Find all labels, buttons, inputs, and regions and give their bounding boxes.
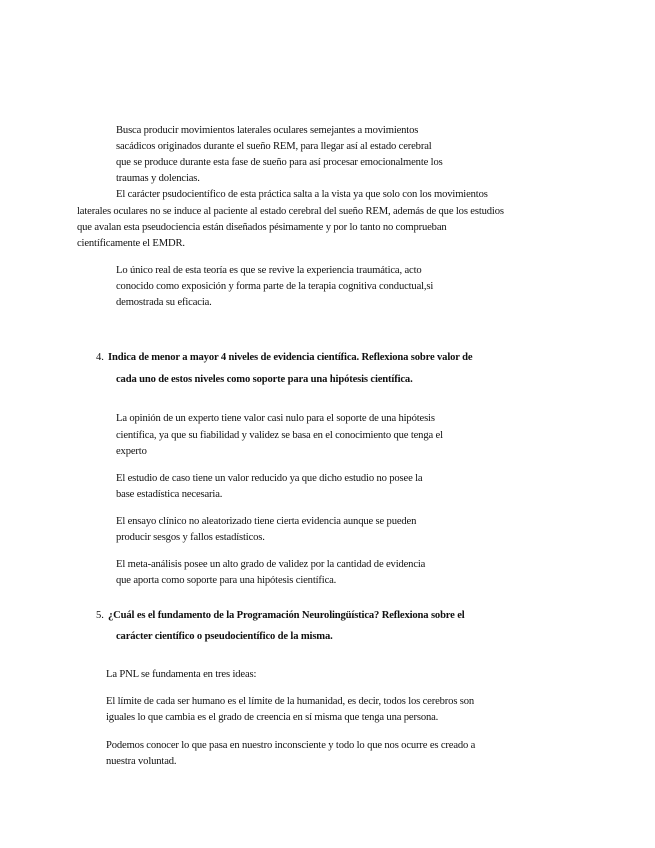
answer-5-idea-2-line: Podemos conocer lo que pasa en nuestro inconsciente y todo lo que nos ocurre es creado a bbox=[106, 740, 476, 751]
paragraph-2-line: El carácter psudocientífico de esta práctica salta a la vista ya que solo con los movimientos bbox=[116, 189, 488, 200]
paragraph-3-line: conocido como exposición y forma parte de la terapia cognitiva conductual,si bbox=[116, 281, 434, 292]
answer-4-line: El estudio de caso tiene un valor reducido ya que dicho estudio no posee la bbox=[116, 473, 423, 484]
paragraph-2-line: que avalan esta pseudociencia están diseñados pésimamente y por lo tanto no comprueban bbox=[77, 222, 447, 233]
question-4-heading-line: cada uno de estos niveles como soporte para una hipótesis científica. bbox=[116, 374, 413, 385]
paragraph-1-line: sacádicos originados durante el sueño REM, para llegar así al estado cerebral bbox=[116, 141, 432, 152]
answer-4-line: experto bbox=[116, 446, 147, 457]
answer-4-line: El meta-análisis posee un alto grado de validez por la cantidad de evidencia bbox=[116, 559, 426, 570]
answer-4-line: La opinión de un experto tiene valor casi nulo para el soporte de una hipótesis bbox=[116, 413, 435, 424]
question-5-heading-line: carácter científico o pseudocientífico de la misma. bbox=[116, 631, 333, 642]
paragraph-1-line: que se produce durante esta fase de sueño para así procesar emocionalmente los bbox=[116, 157, 443, 168]
question-4-heading-line: Indica de menor a mayor 4 niveles de evidencia científica. Reflexiona sobre valor de bbox=[108, 352, 473, 363]
paragraph-3-line: demostrada su eficacia. bbox=[116, 297, 212, 308]
answer-4-line: base estadística necesaria. bbox=[116, 489, 223, 500]
answer-4-line: El ensayo clínico no aleatorizado tiene cierta evidencia aunque se pueden bbox=[116, 516, 417, 527]
paragraph-1-line: Busca producir movimientos laterales oculares semejantes a movimientos bbox=[116, 125, 419, 136]
paragraph-2-line: científicamente el EMDR. bbox=[77, 238, 185, 249]
question-5-heading-line: ¿Cuál es el fundamento de la Programación Neurolingüística? Reflexiona sobre el bbox=[108, 610, 465, 621]
answer-5-intro: La PNL se fundamenta en tres ideas: bbox=[106, 669, 257, 680]
paragraph-2-line: laterales oculares no se induce al paciente al estado cerebral del sueño REM, además de que los estudios bbox=[77, 206, 504, 217]
answer-4-line: producir sesgos y fallos estadísticos. bbox=[116, 532, 265, 543]
answer-4-line: que aporta como soporte para una hipótesis científica. bbox=[116, 575, 337, 586]
paragraph-1-line: traumas y dolencias. bbox=[116, 173, 200, 184]
question-5-number: 5. bbox=[96, 610, 104, 621]
answer-5-idea-1-line: El límite de cada ser humano es el límite de la humanidad, es decir, todos los cerebros son bbox=[106, 696, 475, 707]
answer-4-line: científica, ya que su fiabilidad y validez se basa en el conocimiento que tenga el bbox=[116, 430, 443, 441]
question-4-number: 4. bbox=[96, 352, 104, 363]
paragraph-3-line: Lo único real de esta teoría es que se revive la experiencia traumática, acto bbox=[116, 265, 422, 276]
answer-5-idea-2-line: nuestra voluntad. bbox=[106, 756, 177, 767]
answer-5-idea-1-line: iguales lo que cambia es el grado de creencia en sí misma que tenga una persona. bbox=[106, 712, 439, 723]
